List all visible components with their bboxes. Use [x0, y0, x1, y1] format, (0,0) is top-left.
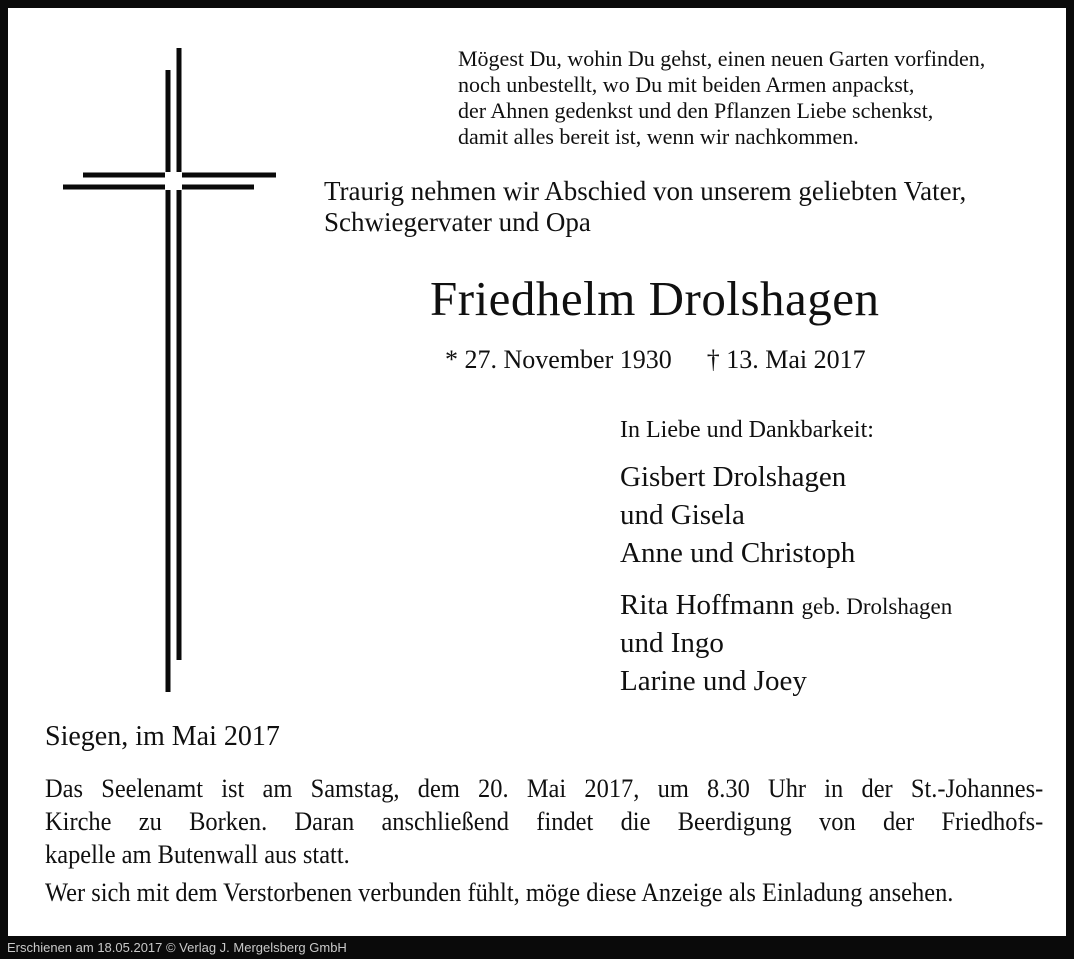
verse-line: der Ahnen gedenkst und den Pflanzen Liebe schenkst, [458, 98, 934, 123]
mourner-name: Anne und Christoph [620, 537, 856, 569]
mourner-name: Gisbert Drolshagen [620, 461, 847, 493]
life-dates [445, 344, 866, 376]
mourner-name: Larine und Joey [620, 665, 807, 697]
mourners-heading: In Liebe und Dankbarkeit: [620, 417, 874, 443]
deceased-name: Friedhelm Drolshagen [430, 271, 880, 326]
death-date: † 13. Mai 2017 [706, 345, 866, 374]
service-details [45, 772, 1043, 871]
place-and-date: Siegen, im Mai 2017 [45, 721, 280, 752]
mourner-rita-line [620, 586, 952, 626]
verse-block [458, 46, 985, 150]
mourner-name: Rita Hoffmann [620, 589, 795, 621]
farewell-intro-line: Schwiegervater und Opa [324, 207, 591, 237]
mourners-group-2 [620, 624, 807, 700]
service-line: Kirche zu Borken. Daran anschließend findet die Beerdigung von der Friedhofs- [45, 807, 1044, 836]
maiden-name: geb. Drolshagen [801, 594, 953, 619]
verse-line: damit alles bereit ist, wenn wir nachkommen. [458, 124, 859, 149]
service-line: Das Seelenamt ist am Samstag, dem 20. Mai 2017, um 8.30 Uhr in der St.-Johannes- [45, 774, 1044, 803]
farewell-intro [324, 176, 966, 238]
verse-line: noch unbestellt, wo Du mit beiden Armen anpackst, [458, 72, 915, 97]
service-line: kapelle am Butenwall aus statt. [45, 840, 350, 869]
mourners-group-1 [620, 458, 855, 572]
mourner-name: und Gisela [620, 499, 745, 531]
footer-band [0, 936, 1074, 959]
farewell-intro-line: Traurig nehmen wir Abschied von unserem geliebten Vater, [324, 176, 967, 206]
publisher-footer-text: Erschienen am 18.05.2017 © Verlag J. Mergelsberg GmbH [7, 940, 347, 955]
mourner-name: und Ingo [620, 627, 724, 659]
memorial-cross-icon [55, 40, 290, 705]
closing-invitation: Wer sich mit dem Verstorbenen verbunden fühlt, möge diese Anzeige als Einladung ansehen. [45, 878, 954, 907]
verse-line: Mögest Du, wohin Du gehst, einen neuen Garten vorfinden, [458, 46, 986, 71]
birth-date: * 27. November 1930 [445, 345, 672, 374]
